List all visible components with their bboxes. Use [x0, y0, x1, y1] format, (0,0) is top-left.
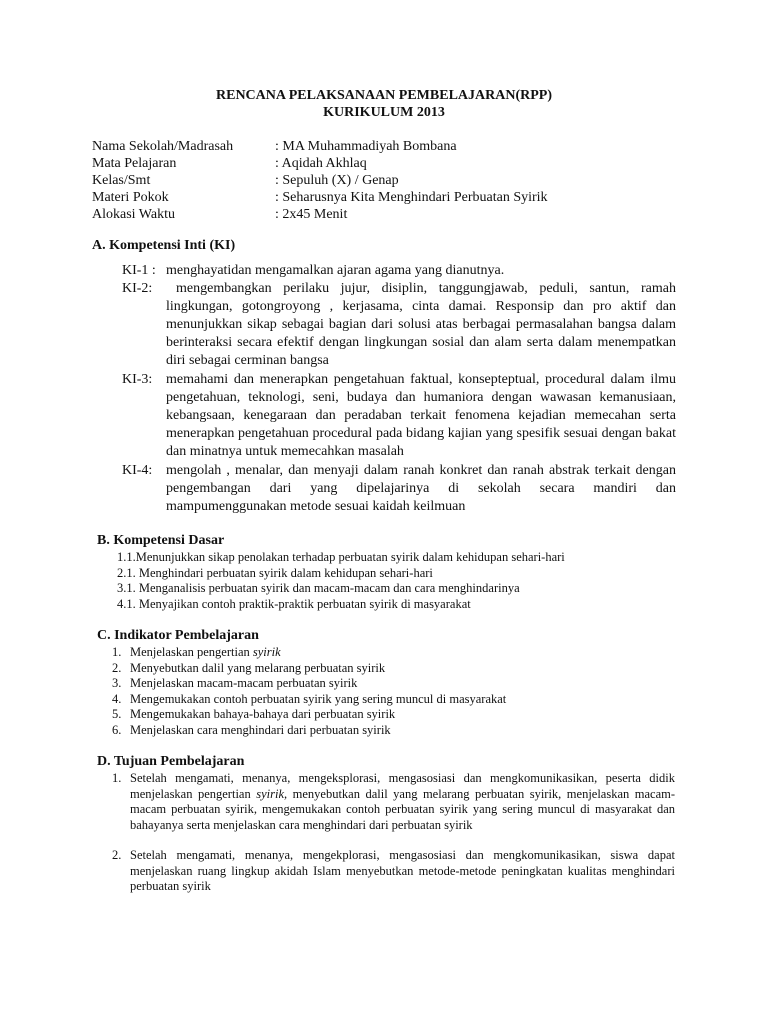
- objective-text-italic: syirik,: [256, 786, 288, 801]
- objective-text: [130, 771, 675, 833]
- ki-text: menghayatidan mengamalkan ajaran agama yang dianutnya.: [166, 263, 505, 278]
- section-d-heading: D. Tujuan Pembelajaran: [97, 754, 245, 769]
- ki-label: KI-4:: [122, 463, 153, 478]
- list-text: Menjelaskan cara menghindari dari perbuatan syirik: [130, 722, 391, 737]
- objective-text-a: Setelah mengamati, menanya, mengeksplorasi, mengasosiasi dan mengkomunikasikan, peserta didik menjelaskan pengertian: [130, 771, 675, 801]
- list-item: [112, 707, 506, 723]
- kd-list: [117, 550, 565, 612]
- document-subtitle: KURIKULUM 2013: [323, 105, 445, 120]
- list-text-italic: syirik: [252, 645, 281, 659]
- ki-text: memahami dan menerapkan pengetahuan faktual, konsepteptual, procedural dalam ilmu pengetahuan, teknologi, seni, budaya dan humaniora dengan wawasan kemanusiaan, kebangsaan, kenegaraan dan peradaban terkait fenomena kejadian memecahan serta menerapkan pengetahuan procedural pada bidang kajian yang spesifik sesuai dengan bakat dan minatnya untuk memecahkan masalah: [166, 372, 676, 459]
- list-item: [112, 676, 506, 692]
- identity-value: : MA Muhammadiyah Bombana: [275, 139, 457, 154]
- list-text: Menjelaskan pengertian: [130, 645, 250, 659]
- section-c-heading: C. Indikator Pembelajaran: [97, 628, 259, 643]
- kd-item: 2.1. Menghindari perbuatan syirik dalam kehidupan sehari-hari: [117, 565, 433, 580]
- objective-text-b: menyebutkan dalil yang melarang perbuatan syirik, menjelaskan macam-macam perbuatan syirik, mengemukakan contoh perbuatan syirik yang sering muncul di masyarakat dan bahayanya serta menjelaskan cara menghindari dari perbuatan syirik: [130, 786, 676, 832]
- list-item: [112, 645, 506, 661]
- identity-row: [92, 172, 548, 189]
- objective-text: Setelah mengamati, menanya, mengekplorasi, mengasosiasi dan mengkomunikasikan, siswa dapat menjelaskan ruang lingkup akidah Islam menyebutkan metode-metode peningkatan kualitas menghindari perbuatan syirik: [130, 848, 675, 893]
- ki-2: [122, 280, 676, 370]
- ki-text: mengembangkan perilaku jujur, disiplin, tanggungjawab, peduli, santun, ramah lingkungan, gotongroyong , kerjasama, cinta damai. Responsip dan pro aktif dan menunjukkan sikap sebagai bagian dari solusi atas berbagai permasalahan bangsa dalam berinteraksi secara efektif dengan lingkungan sosial dan alam serta dalam menempatkan diri sebagai cerminan bangsa: [166, 281, 676, 368]
- indicator-list: [112, 645, 506, 738]
- objective-2: [112, 848, 675, 895]
- section-a-heading: A. Kompetensi Inti (KI): [92, 238, 236, 253]
- ki-label: KI-2:: [122, 281, 153, 296]
- list-text: Menjelaskan macam-macam perbuatan syirik: [130, 676, 358, 690]
- identity-label: Nama Sekolah/Madrasah: [92, 139, 234, 154]
- objective-1: [112, 771, 675, 833]
- list-text: Mengemukakan contoh perbuatan syirik yang sering muncul di masyarakat: [130, 691, 507, 706]
- document-title: RENCANA PELAKSANAAN PEMBELAJARAN(RPP): [216, 88, 552, 103]
- ki-3: [122, 371, 676, 461]
- identity-row: [92, 155, 548, 172]
- list-text: Mengemukakan bahaya-bahaya dari perbuatan syirik: [130, 707, 396, 721]
- list-item: [112, 661, 506, 677]
- list-number: 6.: [112, 722, 122, 737]
- ki-text: mengolah , menalar, dan menyaji dalam ranah konkret dan ranah abstrak terkait dengan pengembangan dari yang dipelajarinya di sekolah secara mandiri dan mampumenggunakan metode sesuai kaidah keilmuan: [166, 463, 676, 514]
- kd-item: 1.1.Menunjukkan sikap penolakan terhadap perbuatan syirik dalam kehidupan sehari-hari: [117, 550, 565, 564]
- kd-item: 4.1. Menyajikan contoh praktik-praktik perbuatan syirik di masyarakat: [117, 596, 471, 611]
- list-text: Menyebutkan dalil yang melarang perbuatan syirik: [130, 660, 386, 675]
- identity-value: : Aqidah Akhlaq: [275, 156, 367, 171]
- ki-1: [122, 262, 682, 280]
- list-number: 1.: [112, 645, 122, 659]
- identity-label: Materi Pokok: [92, 190, 169, 205]
- identity-label: Alokasi Waktu: [92, 207, 175, 222]
- list-number: 3.: [112, 676, 122, 690]
- list-item: [112, 723, 506, 739]
- list-item: [112, 692, 506, 708]
- identity-value: : Sepuluh (X) / Genap: [275, 173, 399, 188]
- identity-row: [92, 206, 548, 223]
- section-b-heading: B. Kompetensi Dasar: [97, 533, 225, 548]
- ki-4: [122, 462, 676, 516]
- list-number: 2.: [112, 660, 122, 675]
- identity-block: [92, 138, 548, 223]
- identity-value: : 2x45 Menit: [275, 207, 348, 222]
- identity-label: Mata Pelajaran: [92, 156, 177, 171]
- list-number: 5.: [112, 707, 122, 721]
- identity-label: Kelas/Smt: [92, 173, 151, 188]
- list-number: 2.: [112, 848, 122, 862]
- list-number: 1.: [112, 771, 122, 785]
- identity-value: : Seharusnya Kita Menghindari Perbuatan Syirik: [275, 190, 548, 205]
- kd-item: 3.1. Menganalisis perbuatan syirik dan macam-macam dan cara menghindarinya: [117, 581, 520, 595]
- ki-label: KI-3:: [122, 372, 153, 387]
- identity-row: [92, 138, 548, 155]
- identity-row: [92, 189, 548, 206]
- ki-label: KI-1 :: [122, 263, 156, 278]
- list-number: 4.: [112, 691, 122, 706]
